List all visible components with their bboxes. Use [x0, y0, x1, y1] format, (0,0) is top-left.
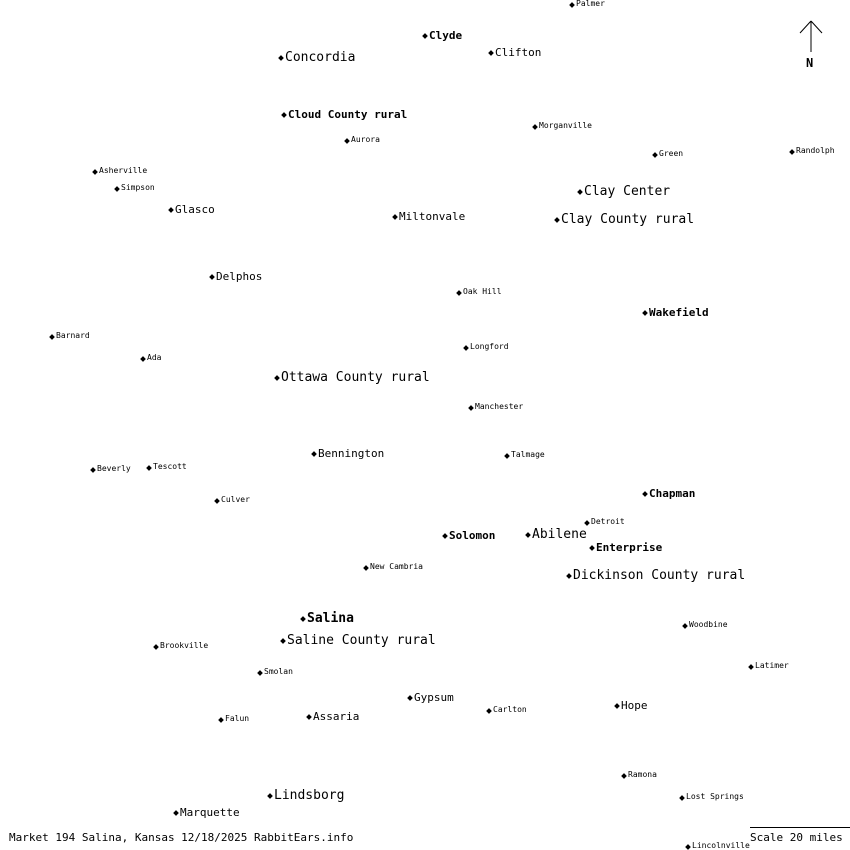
place-label: Oak Hill — [463, 287, 502, 296]
place-marker-icon — [642, 310, 648, 316]
place-label: Latimer — [755, 661, 789, 670]
place-label: Delphos — [216, 270, 263, 283]
place-label: Beverly — [97, 464, 131, 473]
place-label: Miltonvale — [399, 210, 466, 223]
place-marker-icon — [442, 533, 448, 539]
place-label: Cloud County rural — [288, 108, 408, 121]
place-label: Randolph — [796, 146, 835, 155]
place-label: Wakefield — [649, 306, 709, 319]
place-marker-icon — [281, 112, 287, 118]
place-marker-icon — [392, 214, 398, 220]
place-label: Clifton — [495, 46, 542, 59]
place-marker-icon — [642, 491, 648, 497]
place-marker-icon — [306, 714, 312, 720]
place-label: Bennington — [318, 447, 385, 460]
place-marker-icon — [274, 375, 280, 381]
place-label: Morganville — [539, 121, 592, 130]
place-marker-icon — [218, 717, 224, 723]
place-label: Woodbine — [689, 620, 728, 629]
place-label: Hope — [621, 699, 648, 712]
place-marker-icon — [456, 290, 462, 296]
place-marker-icon — [407, 695, 413, 701]
place-marker-icon — [569, 2, 575, 8]
place-marker-icon — [168, 207, 174, 213]
place-marker-icon — [532, 124, 538, 130]
place-label: Ottawa County rural — [281, 370, 430, 385]
place-label: Glasco — [175, 203, 215, 216]
place-marker-icon — [114, 186, 120, 192]
place-label: Dickinson County rural — [573, 568, 746, 583]
place-label: Detroit — [591, 517, 625, 526]
place-label: Smolan — [264, 667, 293, 676]
place-marker-icon — [153, 644, 159, 650]
place-marker-icon — [311, 451, 317, 457]
scale-label: Scale 20 miles — [750, 831, 843, 844]
place-label: Green — [659, 149, 684, 158]
place-label: Carlton — [493, 705, 527, 714]
place-marker-icon — [173, 810, 179, 816]
place-marker-icon — [422, 33, 428, 39]
place-marker-icon — [344, 138, 350, 144]
place-label: Manchester — [475, 402, 524, 411]
place-marker-icon — [682, 623, 688, 629]
place-label: Marquette — [180, 806, 240, 819]
place-marker-icon — [679, 795, 685, 801]
place-marker-icon — [146, 465, 152, 471]
place-label: Lincolnville — [692, 841, 750, 850]
place-marker-icon — [748, 664, 754, 670]
place-marker-icon — [280, 638, 286, 644]
place-label: Falun — [225, 714, 250, 723]
place-label: Gypsum — [414, 691, 454, 704]
place-marker-icon — [577, 189, 583, 195]
place-label: Salina — [307, 611, 354, 626]
place-label: Ramona — [628, 770, 657, 779]
place-label: Ada — [147, 353, 162, 362]
map-footer: Market 194 Salina, Kansas 12/18/2025 RabbitEars.info — [9, 831, 354, 844]
place-label: Talmage — [511, 450, 545, 459]
place-label: Clay County rural — [561, 212, 695, 227]
place-marker-icon — [488, 50, 494, 56]
place-label: Longford — [470, 342, 509, 351]
place-label: Tescott — [153, 462, 187, 471]
place-label: Aurora — [351, 135, 380, 144]
place-marker-icon — [685, 844, 691, 850]
place-label: Lindsborg — [274, 788, 345, 803]
place-marker-icon — [504, 453, 510, 459]
place-label: Saline County rural — [287, 633, 436, 648]
place-label: Lost Springs — [686, 792, 744, 801]
place-label: Culver — [221, 495, 250, 504]
place-label: Concordia — [285, 50, 356, 65]
place-label: Enterprise — [596, 541, 663, 554]
place-marker-icon — [584, 520, 590, 526]
place-marker-icon — [525, 532, 531, 538]
place-marker-icon — [566, 573, 572, 579]
place-marker-icon — [214, 498, 220, 504]
place-label: Asherville — [99, 166, 148, 175]
place-label: Solomon — [449, 529, 496, 542]
place-label: Barnard — [56, 331, 90, 340]
place-label: Abilene — [532, 527, 587, 542]
place-marker-icon — [621, 773, 627, 779]
place-label: Palmer — [576, 0, 605, 8]
place-label: Clay Center — [584, 184, 671, 199]
place-marker-icon — [589, 545, 595, 551]
place-marker-icon — [278, 55, 284, 61]
place-marker-icon — [468, 405, 474, 411]
place-marker-icon — [257, 670, 263, 676]
scale-bar — [750, 827, 850, 828]
place-label: Brookville — [160, 641, 209, 650]
place-marker-icon — [267, 793, 273, 799]
north-label: N — [806, 56, 814, 70]
place-marker-icon — [209, 274, 215, 280]
place-label: New Cambria — [370, 562, 423, 571]
place-marker-icon — [463, 345, 469, 351]
place-label: Chapman — [649, 487, 696, 500]
place-marker-icon — [92, 169, 98, 175]
place-marker-icon — [486, 708, 492, 714]
place-marker-icon — [554, 217, 560, 223]
place-marker-icon — [140, 356, 146, 362]
place-label: Assaria — [313, 710, 360, 723]
place-marker-icon — [614, 703, 620, 709]
place-marker-icon — [652, 152, 658, 158]
place-marker-icon — [300, 616, 306, 622]
place-marker-icon — [90, 467, 96, 473]
place-label: Clyde — [429, 29, 463, 42]
place-marker-icon — [49, 334, 55, 340]
place-marker-icon — [789, 149, 795, 155]
place-marker-icon — [363, 565, 369, 571]
place-label: Simpson — [121, 183, 155, 192]
